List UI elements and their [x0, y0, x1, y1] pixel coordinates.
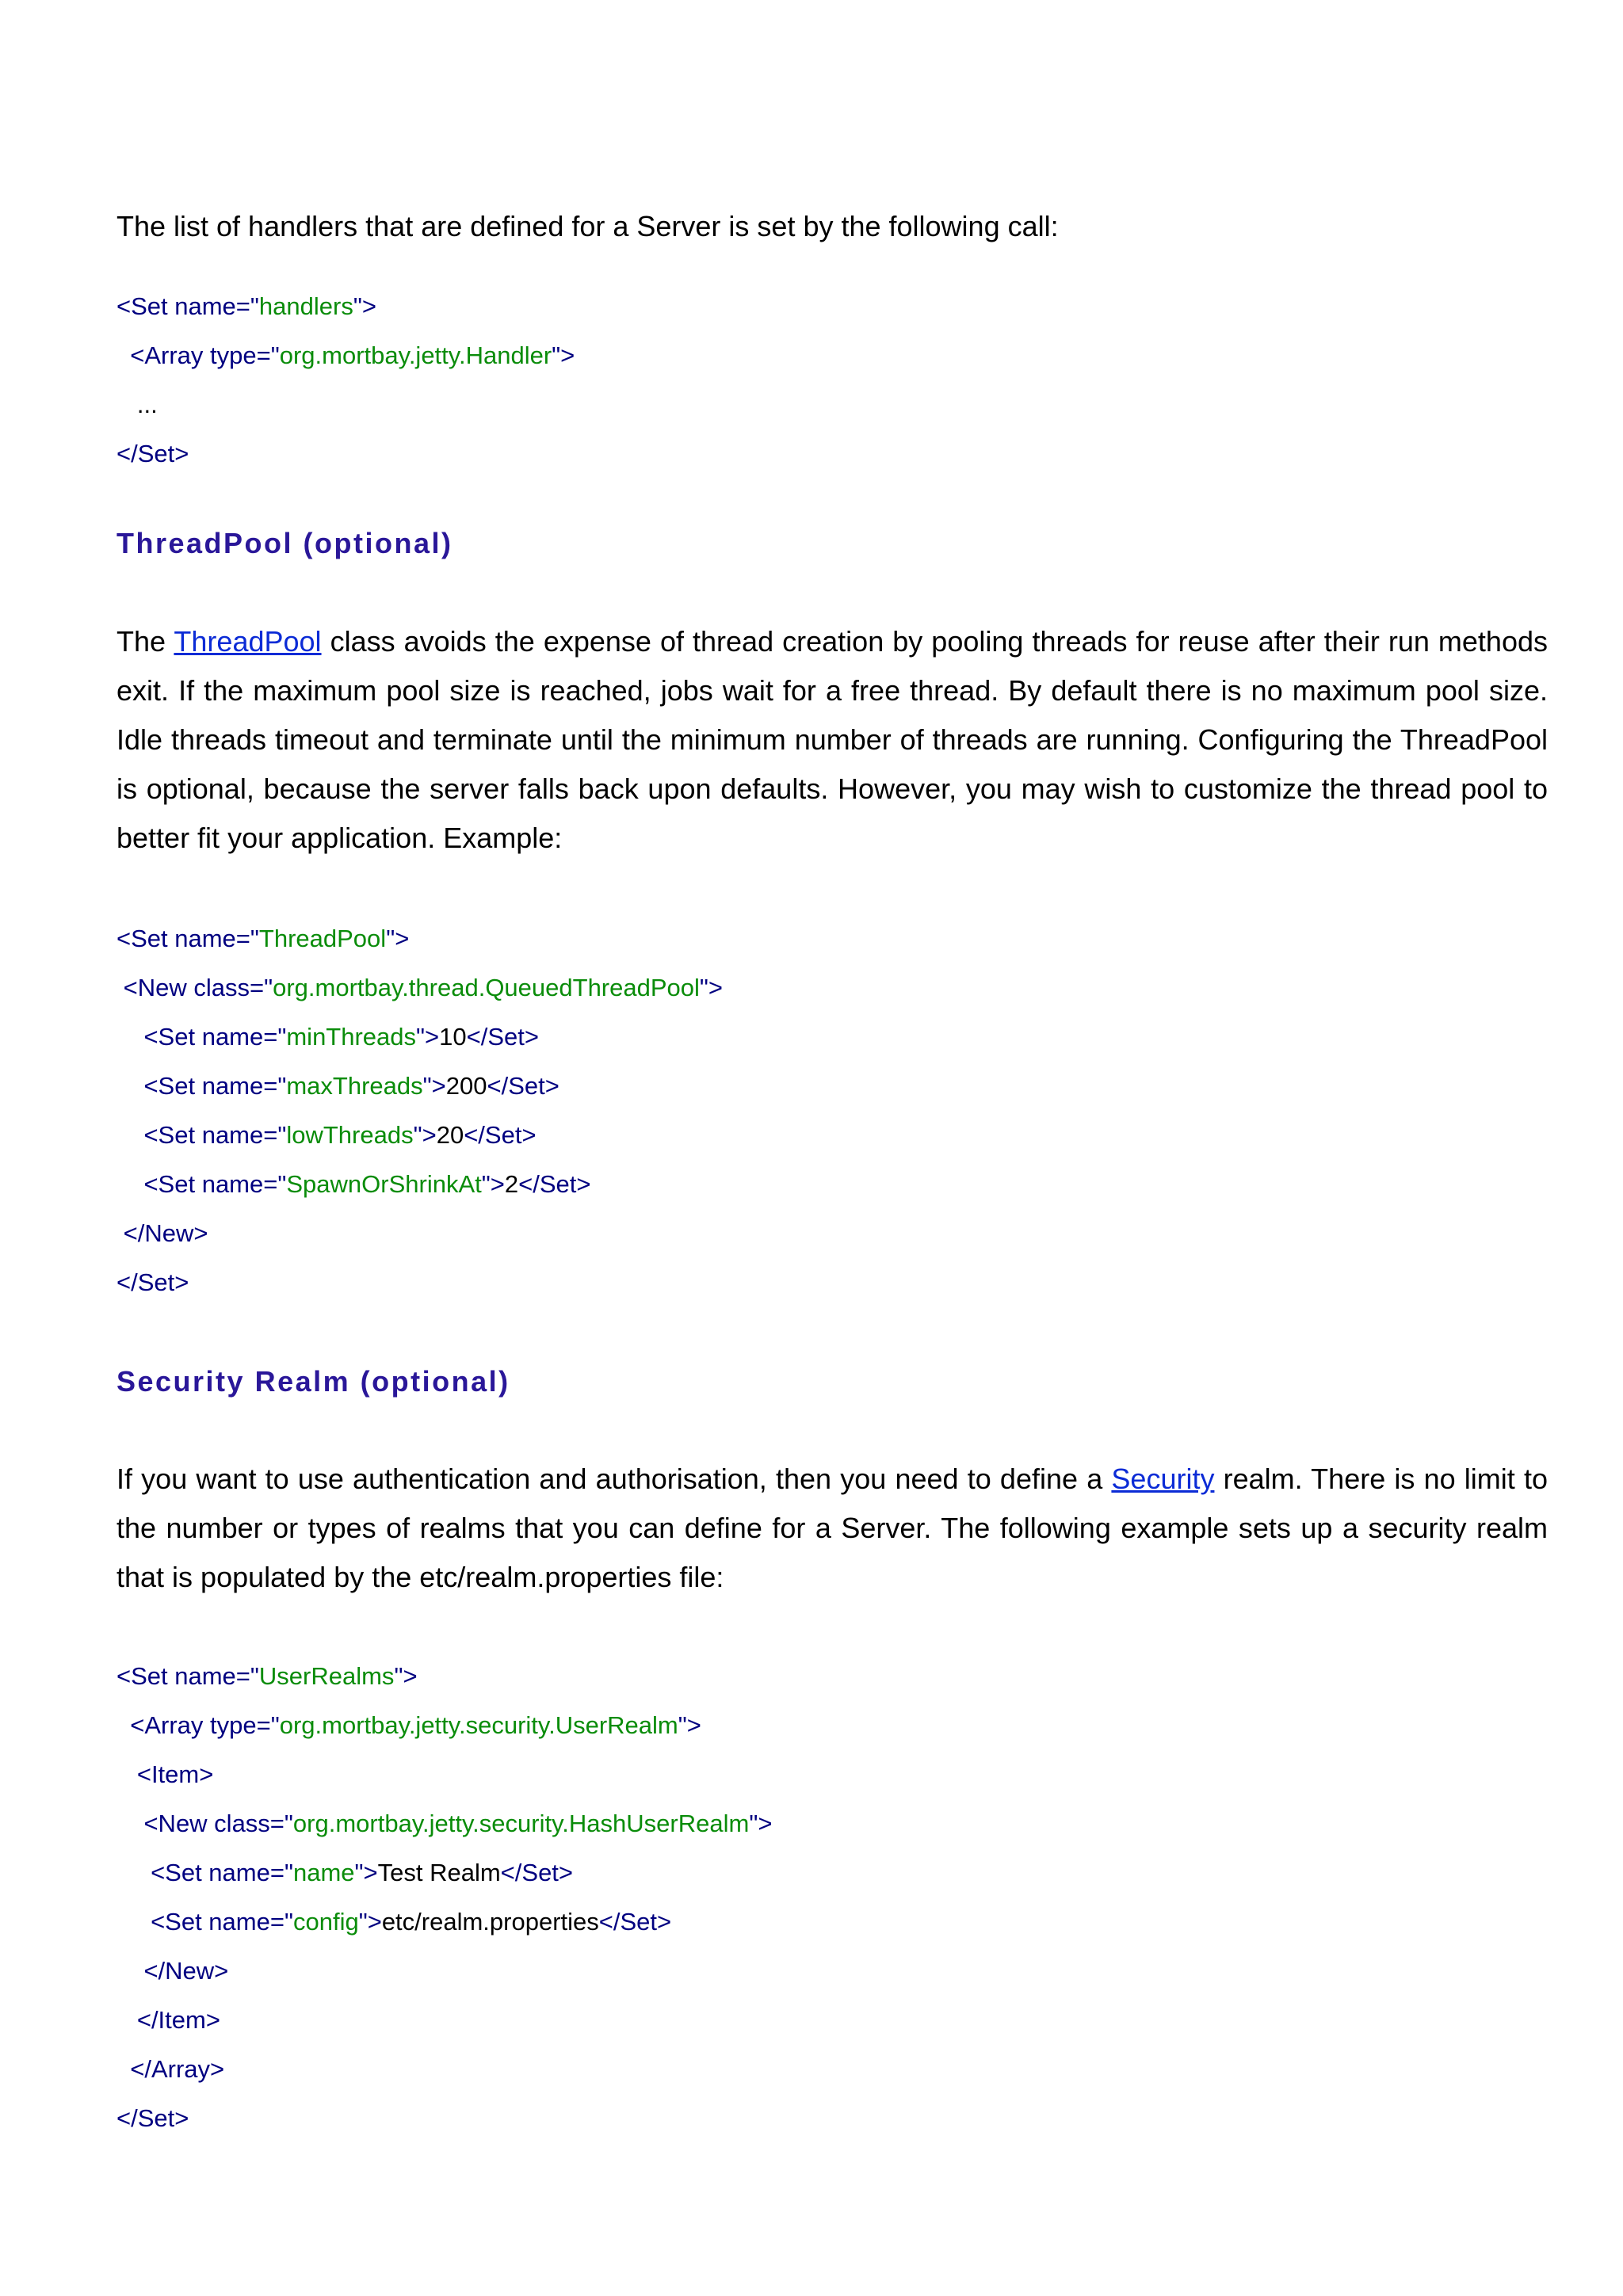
para-text: The: [116, 625, 174, 658]
code-attr-value: UserRealms: [258, 1662, 395, 1690]
code-attr-value: lowThreads: [286, 1121, 414, 1149]
code-line: [116, 380, 1305, 429]
code-tag: </Set>: [487, 1072, 559, 1100]
code-attr-value: org.mortbay.jetty.Handler: [279, 341, 552, 369]
code-line: [116, 1062, 1305, 1111]
code-line: [116, 1209, 1305, 1258]
code-tag: ">: [354, 1859, 378, 1886]
code-tag: <Set name=": [116, 1121, 287, 1149]
code-tag: </Set>: [466, 1023, 539, 1051]
code-text: 20: [436, 1121, 464, 1149]
code-line: [116, 1258, 1305, 1307]
code-tag: <Set name=": [116, 1023, 287, 1051]
code-tag: <New class=": [116, 974, 273, 1001]
code-attr-value: config: [292, 1908, 359, 1936]
code-attr-value: maxThreads: [286, 1072, 423, 1100]
code-attr-value: org.mortbay.jetty.security.UserRealm: [279, 1711, 678, 1739]
code-tag: ">: [699, 974, 724, 1001]
code-tag: <Array type=": [116, 341, 280, 369]
code-tag: <Array type=": [116, 1711, 280, 1739]
code-tag: <Set name=": [116, 1072, 287, 1100]
code-tag: <Item>: [116, 1760, 214, 1788]
heading-security-realm: Security Realm (optional): [116, 1365, 510, 1398]
code-tag: <Set name=": [116, 925, 259, 952]
code-tag: ">: [386, 925, 410, 952]
code-text: etc/realm.properties: [381, 1908, 599, 1936]
code-tag: </Set>: [464, 1121, 537, 1149]
code-line: [116, 1947, 1305, 1996]
code-line: [116, 1013, 1305, 1062]
code-tag: <Set name=": [116, 292, 259, 320]
code-attr-value: org.mortbay.thread.QueuedThreadPool: [273, 974, 700, 1001]
code-tag: ">: [353, 292, 376, 320]
para-text: class avoids the expense of thread creation by pooling threads for reuse after their run methods exit. If the maximum pool size is reached, jobs wait for a free thread. By default there is no maximum pool size. Idle threads timeout and terminate until the minimum number of threads are running. Configuring the ThreadPool is optional, because the server falls back upon defaults. However, you may wish to customize the thread pool to better fit your application. Example:: [116, 625, 1548, 854]
code-tag: <Set name=": [116, 1662, 259, 1690]
code-tag: <New class=": [116, 1810, 293, 1837]
code-line: [116, 963, 1305, 1013]
code-line: [116, 1848, 1305, 1897]
code-line: [116, 331, 1305, 380]
code-tag: ">: [749, 1810, 773, 1837]
code-tag: </New>: [116, 1219, 208, 1247]
code-attr-value: ThreadPool: [258, 925, 387, 952]
code-tag: ">: [422, 1072, 446, 1100]
code-tag: </Set>: [598, 1908, 672, 1936]
code-tag: ">: [552, 341, 575, 369]
code-text: ...: [116, 391, 158, 418]
code-tag: <Set name=": [116, 1908, 293, 1936]
code-text: Test Realm: [377, 1859, 501, 1886]
code-line: [116, 1160, 1305, 1209]
code-tag: ">: [394, 1662, 418, 1690]
code-tag: <Set name=": [116, 1859, 293, 1886]
code-attr-value: handlers: [258, 292, 353, 320]
code-attr-value: name: [292, 1859, 355, 1886]
intro-paragraph: The list of handlers that are defined for a Server is set by the following call:: [116, 210, 1059, 242]
security-link[interactable]: Security: [1111, 1463, 1215, 1495]
code-line: [116, 1652, 1305, 1701]
code-line: [116, 282, 1305, 331]
code-line: [116, 2094, 1305, 2143]
code-text: 200: [445, 1072, 487, 1100]
code-tag: </Array>: [116, 2055, 225, 2083]
code-tag: ">: [416, 1023, 440, 1051]
code-tag: </Item>: [116, 2006, 220, 2034]
para-text: realm. There is no limit to the number or types of realms that you can define for a Server. The following example sets up a security realm that is populated by the etc/realm.properties file:: [116, 1463, 1548, 1593]
threadpool-link[interactable]: ThreadPool: [174, 625, 322, 658]
code-attr-value: org.mortbay.jetty.security.HashUserRealm: [292, 1810, 750, 1837]
code-tag: </Set>: [116, 1268, 189, 1296]
code-text: 2: [504, 1170, 519, 1198]
code-line: [116, 2045, 1305, 2094]
code-attr-value: SpawnOrShrinkAt: [286, 1170, 482, 1198]
code-tag: ">: [358, 1908, 382, 1936]
code-line: [116, 1897, 1305, 1947]
code-tag: </Set>: [518, 1170, 591, 1198]
code-line: [116, 1111, 1305, 1160]
code-text: 10: [439, 1023, 467, 1051]
code-tag: </Set>: [116, 440, 189, 467]
heading-threadpool: ThreadPool (optional): [116, 527, 453, 559]
code-tag: ">: [481, 1170, 505, 1198]
code-line: [116, 1701, 1305, 1750]
code-line: [116, 914, 1305, 963]
code-attr-value: minThreads: [286, 1023, 417, 1051]
code-block-user-realms: [116, 1652, 1305, 2143]
para-text: If you want to use authentication and authorisation, then you need to define a: [116, 1463, 1112, 1495]
paragraph-threadpool: [116, 617, 1548, 863]
code-line: [116, 1799, 1305, 1848]
code-line: [116, 1996, 1305, 2045]
code-tag: </Set>: [500, 1859, 574, 1886]
code-tag: </Set>: [116, 2104, 189, 2132]
code-tag: ">: [678, 1711, 701, 1739]
code-line: [116, 429, 1305, 479]
code-line: [116, 1750, 1305, 1799]
paragraph-security-realm: [116, 1455, 1548, 1602]
code-block-threadpool: [116, 914, 1305, 1307]
code-tag: <Set name=": [116, 1170, 287, 1198]
code-block-handlers: [116, 282, 1305, 479]
code-tag: </New>: [116, 1957, 229, 1985]
code-tag: ">: [413, 1121, 437, 1149]
